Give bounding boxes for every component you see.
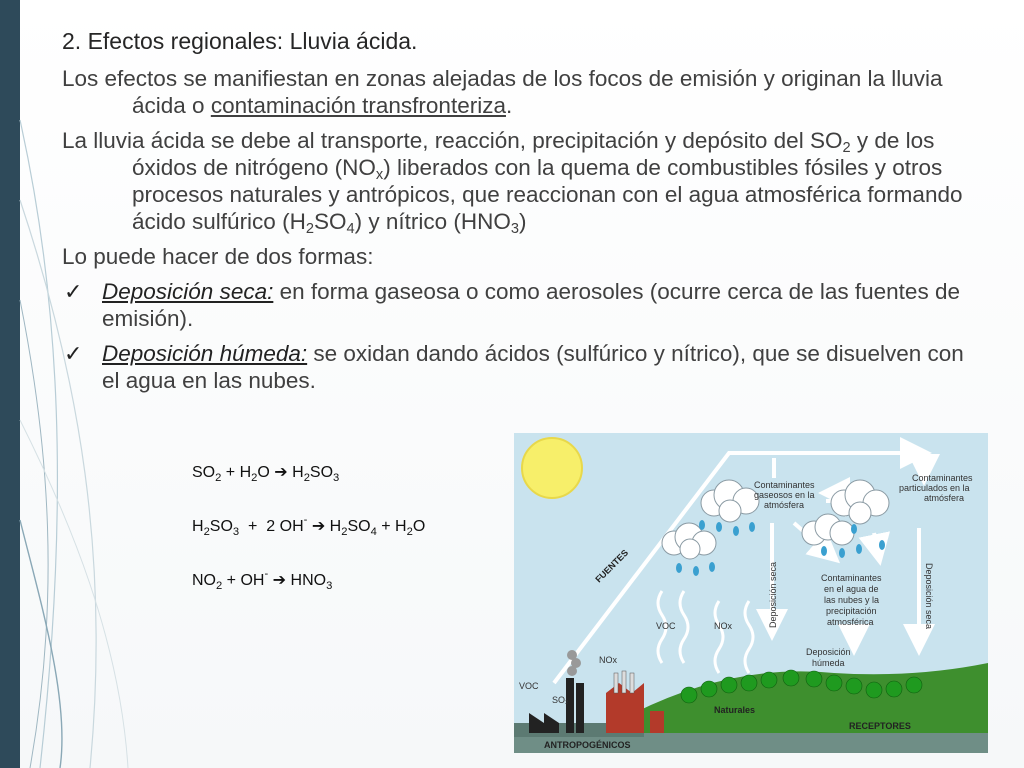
diagram-svg <box>514 433 988 753</box>
svg-text:precipitación: precipitación <box>826 606 877 616</box>
svg-text:Contaminantes: Contaminantes <box>912 473 973 483</box>
svg-text:atmosférica: atmosférica <box>827 617 874 627</box>
arrow-icon: ➔ <box>274 464 288 481</box>
term-dry: Deposición seca: <box>102 279 274 304</box>
svg-text:húmeda: húmeda <box>812 658 845 668</box>
acid-rain-diagram <box>514 433 988 753</box>
transfronteriza-link: contaminación transfronteriza <box>210 93 506 118</box>
svg-text:Contaminantes: Contaminantes <box>754 480 815 490</box>
fuentes-label: FUENTES <box>593 547 631 585</box>
svg-text:gaseosos en la: gaseosos en la <box>754 490 815 500</box>
bullet-wet-deposition: ✓ Deposición húmeda: se oxidan dando ácidos (sulfúrico y nítrico), que se disuelven con el agua en las nubes. <box>64 341 964 393</box>
svg-text:Contaminantes: Contaminantes <box>821 573 882 583</box>
naturales-label: Naturales <box>714 705 756 715</box>
chemical-equations <box>192 462 425 624</box>
checkmark-icon: ✓ <box>64 279 83 304</box>
voc-top-label: VOC <box>656 621 676 631</box>
paragraph-causes: La lluvia ácida se debe al transporte, reacción, precipitación y depósito del $SO_2$ y de los óxidos de nitrógeno $(NO_x)$ liberados con la quema de combustibles fósiles y otros procesos naturales y antrópicos, que reaccionan con el agua atmosférica formando ácido sulfúrico $(H_2SO_4)$ y nítrico $(HNO_3)$ <box>62 128 963 237</box>
arrow-icon: ➔ <box>311 518 326 535</box>
svg-text:las nubes y la: las nubes y la <box>824 595 880 605</box>
dep-seca-label-2: Deposición seca <box>924 563 934 630</box>
equation-3: $NO_2 + OH^-$ ➔ $HNO_3$ <box>192 568 333 592</box>
receptores-label: RECEPTORES <box>849 721 911 731</box>
svg-text:en el agua de: en el agua de <box>824 584 879 594</box>
equation-1: $SO_2 + H_2O$ ➔ $H_2SO_3$ <box>192 464 340 484</box>
svg-text:atmósfera: atmósfera <box>764 500 805 510</box>
humeda-label <box>806 647 851 668</box>
paragraph-forms: Lo puede hacer de dos formas: <box>62 244 374 269</box>
water-label <box>821 573 882 627</box>
equation-2: $H_2SO_3 + 2$ OH- ➔ $H_2SO_4 + H_2O$ <box>192 514 426 538</box>
sun-icon <box>522 438 582 498</box>
svg-text:Deposición: Deposición <box>806 647 851 657</box>
svg-text:atmósfera: atmósfera <box>924 493 965 503</box>
slide-content <box>62 28 982 402</box>
dep-seca-label: Deposición seca <box>768 561 778 628</box>
paragraph-effects: Los efectos se manifiestan en zonas alejadas de los focos de emisión y originan la lluvia ácida o contaminación transfronteriza. <box>62 66 943 118</box>
nox-top-label: NOx <box>714 621 732 631</box>
checkmark-icon: ✓ <box>64 341 83 366</box>
slide-title: 2. Efectos regionales: Lluvia ácida. <box>62 28 418 54</box>
arrow-icon: ➔ <box>272 572 287 589</box>
antropogenicos-label: ANTROPOGÉNICOS <box>544 740 631 750</box>
nox-factory-label: NOx <box>599 655 617 665</box>
voc-left-label: VOC <box>519 681 539 691</box>
term-wet: Deposición húmeda: <box>102 341 308 366</box>
svg-text:particulados en la: particulados en la <box>899 483 970 493</box>
so2-label: SO₂ <box>552 695 569 705</box>
bullet-dry-deposition: ✓ Deposición seca: en forma gaseosa o como aerosoles (ocurre cerca de las fuentes de emisión). <box>64 279 960 331</box>
